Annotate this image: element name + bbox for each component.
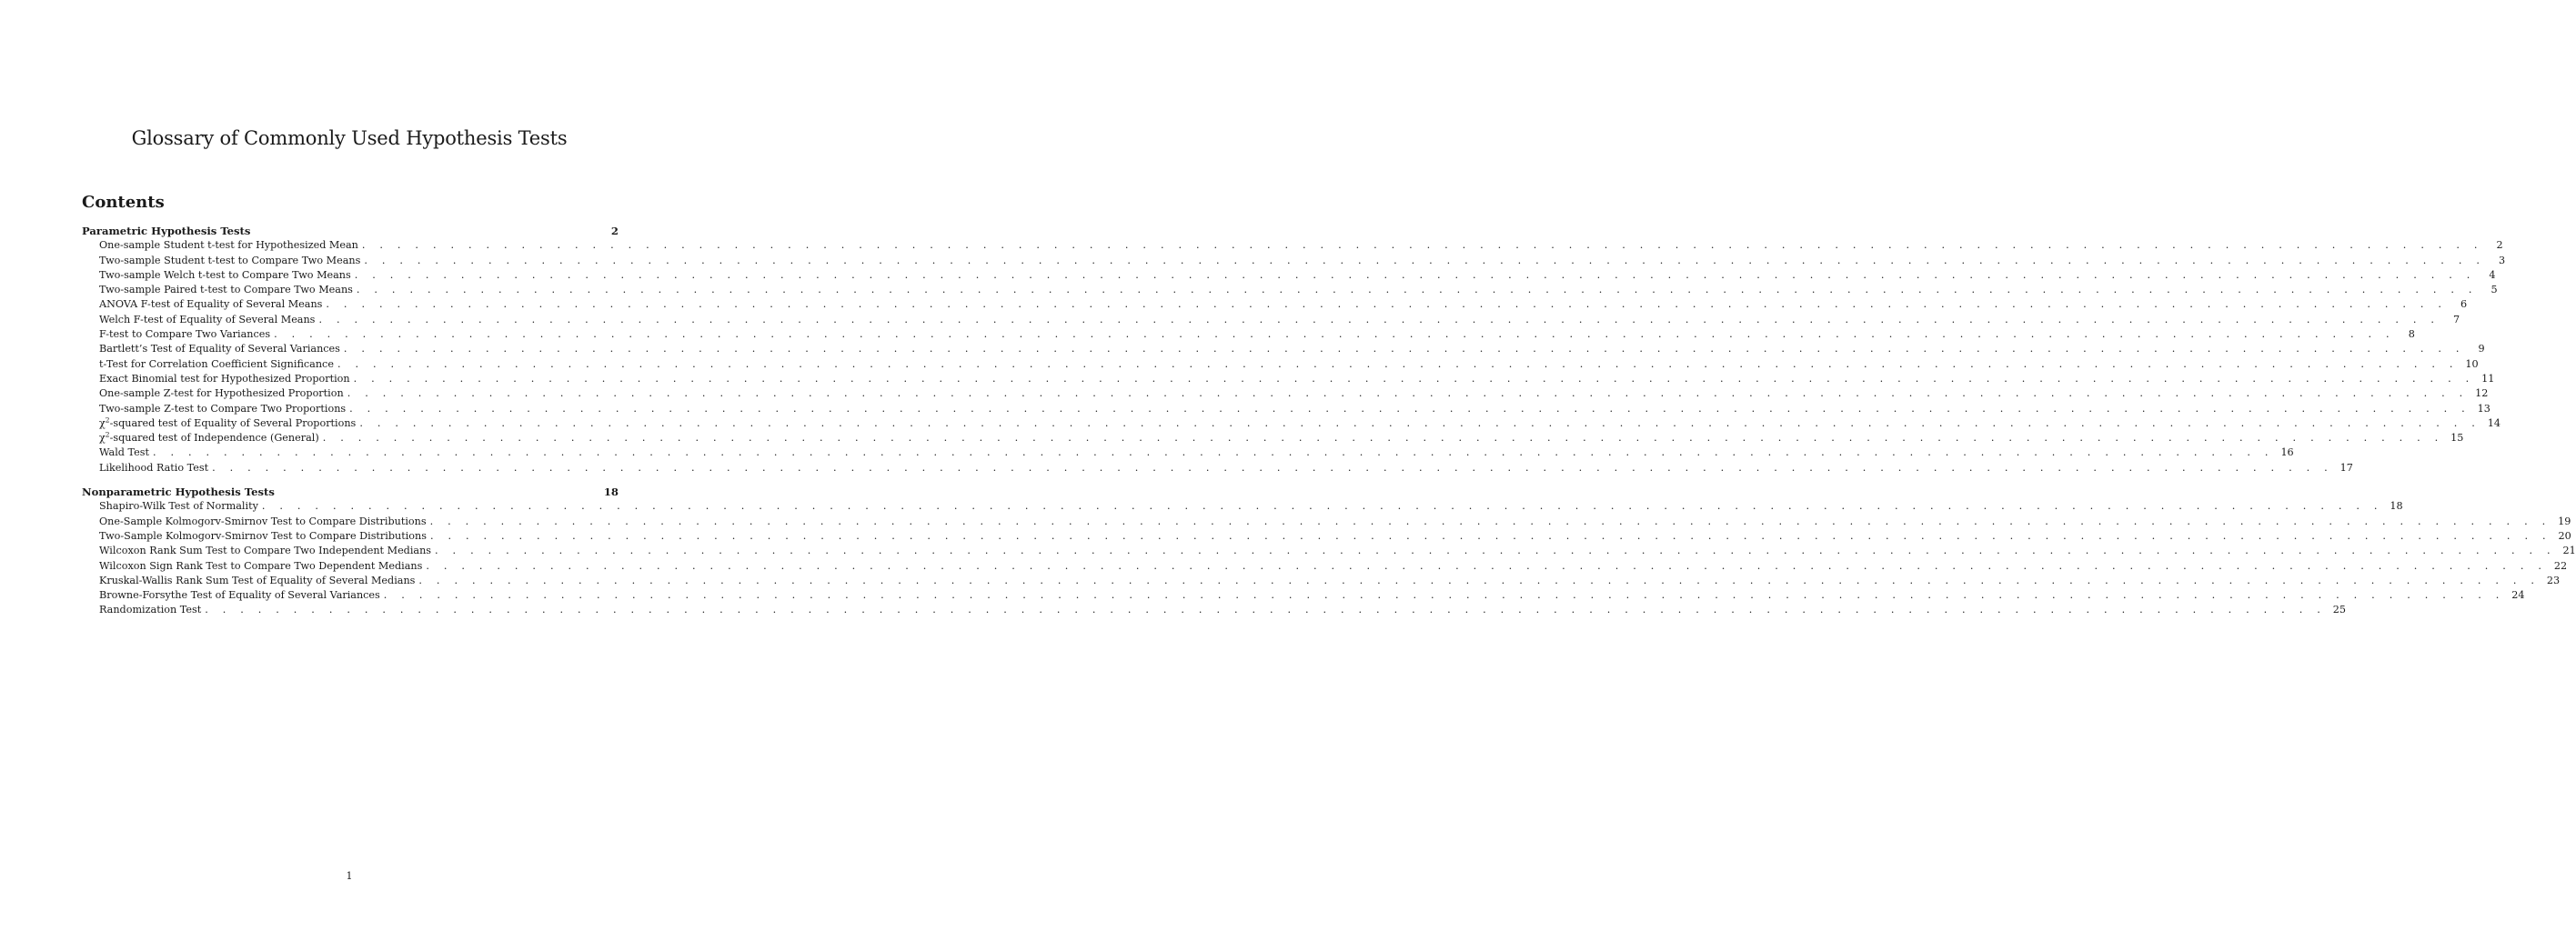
toc-entry-title: F-test to Compare Two Variances bbox=[99, 328, 271, 341]
toc-entry[interactable] bbox=[82, 254, 2506, 268]
toc-entry-title: Wald Test bbox=[99, 446, 149, 459]
toc-entry-text: -squared test of Independence (General) bbox=[109, 432, 319, 445]
document-title: Glossary of Commonly Used Hypothesis Tests bbox=[131, 127, 568, 149]
toc-entry[interactable] bbox=[82, 515, 2571, 529]
toc-section-heading[interactable] bbox=[82, 485, 619, 499]
dot-leader: . . . . . . . . . . . . . . . . . . . . . . . . . . . . . . . . . . . . . . . . . . . . . . . . . . . . . . . . . . . . . . . . . . . . . . . . . . . . . . . . . . . . . . . . . . . . . . . . . . . . . . . . . . . . . . . . . . . . . . . . bbox=[364, 254, 2486, 266]
toc-entry-page: 15 bbox=[2450, 432, 2464, 445]
toc-entry-page: 12 bbox=[2475, 387, 2489, 400]
dot-leader: . . . . . . . . . . . . . . . . . . . . . . . . . . . . . . . . . . . . . . . . . . . . . . . . . . . . . . . . . . . . . . . . . . . . . . . . . . . . . . . . . . . . . . . . . . . . . . . . . . . . . . . . . . . . . . . . . . . . . . . . bbox=[318, 313, 2440, 325]
toc-entry-title: Two-sample Z-test to Compare Two Proportions bbox=[99, 402, 347, 415]
chi-symbol: χ bbox=[99, 416, 106, 429]
toc-entry-title: One-sample Student t-test for Hypothesized Mean bbox=[99, 239, 358, 252]
toc-entry-page: 4 bbox=[2489, 268, 2496, 281]
toc-entry[interactable] bbox=[82, 430, 2464, 445]
dot-leader: . . . . . . . . . . . . . . . . . . . . . . . . . . . . . . . . . . . . . . . . . . . . . . . . . . . . . . . . . . . . . . . . . . . . . . . . . . . . . . . . . . . . . . . . . . . . . . . . . . . . . . . . . . . . . . . . . . . . . . . . bbox=[429, 515, 2551, 527]
toc-entry-title bbox=[99, 431, 323, 445]
toc-entry[interactable] bbox=[82, 529, 2571, 544]
toc-section-title: Nonparametric Hypothesis Tests bbox=[82, 486, 275, 499]
toc-entry[interactable] bbox=[82, 461, 2353, 476]
toc-entry[interactable] bbox=[82, 313, 2460, 327]
toc-entry-title: Two-Sample Kolmogorv-Smirnov Test to Compare Distributions bbox=[99, 529, 427, 542]
toc-entry-page: 11 bbox=[2481, 372, 2495, 385]
dot-leader: . . . . . . . . . . . . . . . . . . . . . . . . . . . . . . . . . . . . . . . . . . . . . . . . . . . . . . . . . . . . . . . . . . . . . . . . . . . . . . . . . . . . . . . . . . . . . . . . . . . . . . . . . . . . . . . . . . . . . . . . bbox=[361, 239, 2483, 252]
toc-entry[interactable] bbox=[82, 559, 2568, 574]
toc-entry-title: Kruskal-Wallis Rank Sum Test of Equality of Several Medians bbox=[99, 574, 416, 586]
dot-leader: . . . . . . . . . . . . . . . . . . . . . . . . . . . . . . . . . . . . . . . . . . . . . . . . . . . . . . . . . . . . . . . . . . . . . . . . . . . . . . . . . . . . . . . . . . . . . . . . . . . . . . . . . . . . . . . . . . . . . . . . bbox=[356, 284, 2478, 296]
toc-entry-page: 10 bbox=[2465, 357, 2479, 370]
toc-entry-page: 14 bbox=[2487, 416, 2501, 429]
toc-entry[interactable] bbox=[82, 445, 2294, 460]
dot-leader: . . . . . . . . . . . . . . . . . . . . . . . . . . . . . . . . . . . . . . . . . . . . . . . . . . . . . . . . . . . . . . . . . . . . . . . . . . . . . . . . . . . . . . . . . . . . . . . . . . . . . . . . . . . . . . . . . . . . . . . . bbox=[383, 589, 2505, 602]
toc-entry-title: Wilcoxon Rank Sum Test to Compare Two Independent Medians bbox=[99, 545, 432, 557]
toc-entry[interactable] bbox=[82, 544, 2576, 558]
toc-entry[interactable] bbox=[82, 297, 2468, 312]
toc-entry-title bbox=[99, 416, 359, 431]
table-of-contents bbox=[82, 224, 2576, 627]
contents-heading: Contents bbox=[82, 193, 165, 212]
dot-leader: . . . . . . . . . . . . . . . . . . . . . . . . . . . . . . . . . . . . . . . . . . . . . . . . . . . . . . . . . . . . . . . . . . . . . . . . . . . . . . . . . . . . . . . . . . . . . . . . . . . . . . . . . . . . . . . . . . . . . . . . bbox=[205, 604, 2326, 616]
toc-entry-page: 20 bbox=[2558, 529, 2571, 542]
toc-entry-page: 7 bbox=[2453, 313, 2460, 325]
toc-entry[interactable] bbox=[82, 588, 2525, 603]
toc-entry-title: Welch F-test of Equality of Several Means bbox=[99, 313, 316, 325]
toc-entry[interactable] bbox=[82, 372, 2495, 386]
toc-entry[interactable] bbox=[82, 402, 2490, 416]
toc-entry[interactable] bbox=[82, 415, 2501, 431]
toc-entry-title: ANOVA F-test of Equality of Several Means bbox=[99, 298, 323, 311]
toc-entry-page: 5 bbox=[2490, 284, 2498, 296]
toc-entry-title: Two-sample Paired t-test to Compare Two Means bbox=[99, 284, 353, 296]
toc-entry[interactable] bbox=[82, 357, 2479, 372]
dot-leader: . . . . . . . . . . . . . . . . . . . . . . . . . . . . . . . . . . . . . . . . . . . . . . . . . . . . . . . . . . . . . . . . . . . . . . . . . . . . . . . . . . . . . . . . . . . . . . . . . . . . . . . . . . . . . . . . . . . . . . . . bbox=[322, 432, 2444, 445]
toc-entry-page: 13 bbox=[2477, 402, 2490, 415]
dot-leader: . . . . . . . . . . . . . . . . . . . . . . . . . . . . . . . . . . . . . . . . . . . . . . . . . . . . . . . . . . . . . . . . . . . . . . . . . . . . . . . . . . . . . . . . . . . . . . . . . . . . . . . . . . . . . . . . . . . . . . . . bbox=[349, 402, 2470, 415]
toc-entry-page: 16 bbox=[2280, 446, 2294, 459]
toc-entry-title: Two-sample Welch t-test to Compare Two Means bbox=[99, 268, 351, 281]
toc-entry-page: 24 bbox=[2511, 589, 2525, 602]
toc-entry-page: 21 bbox=[2562, 545, 2576, 557]
toc-entry-page: 6 bbox=[2460, 298, 2468, 311]
toc-entry-page: 2 bbox=[2496, 239, 2503, 252]
toc-entry-page: 19 bbox=[2558, 515, 2571, 527]
toc-entry-title: Wilcoxon Sign Rank Test to Compare Two Dependent Medians bbox=[99, 559, 423, 572]
dot-leader: . . . . . . . . . . . . . . . . . . . . . . . . . . . . . . . . . . . . . . . . . . . . . . . . . . . . . . . . . . . . . . . . . . . . . . . . . . . . . . . . . . . . . . . . . . . . . . . . . . . . . . . . . . . . . . . . . . . . . . . . bbox=[429, 529, 2551, 542]
toc-entry-title: Bartlett’s Test of Equality of Several Variances bbox=[99, 343, 340, 355]
dot-leader: . . . . . . . . . . . . . . . . . . . . . . . . . . . . . . . . . . . . . . . . . . . . . . . . . . . . . . . . . . . . . . . . . . . . . . . . . . . . . . . . . . . . . . . . . . . . . . . . . . . . . . . . . . . . . . . . . . . . . . . . bbox=[326, 298, 2448, 311]
toc-entry[interactable] bbox=[82, 499, 2403, 514]
chi-symbol: χ bbox=[99, 432, 106, 445]
dot-leader: . . . . . . . . . . . . . . . . . . . . . . . . . . . . . . . . . . . . . . . . . . . . . . . . . . . . . . . . . . . . . . . . . . . . . . . . . . . . . . . . . . . . . . . . . . . . . . . . . . . . . . . . . . . . . . . . . . . . . . . . bbox=[152, 446, 2274, 459]
toc-entry-title: Likelihood Ratio Test bbox=[99, 461, 209, 474]
dot-leader: . . . . . . . . . . . . . . . . . . . . . . . . . . . . . . . . . . . . . . . . . . . . . . . . . . . . . . . . . . . . . . . . . . . . . . . . . . . . . . . . . . . . . . . . . . . . . . . . . . . . . . . . . . . . . . . . . . . . . . . . bbox=[426, 559, 2548, 572]
chi-superscript: 2 bbox=[105, 430, 110, 439]
toc-entry-title: t-Test for Correlation Coefficient Significance bbox=[99, 357, 334, 370]
toc-entry[interactable] bbox=[82, 268, 2496, 283]
dot-leader: . . . . . . . . . . . . . . . . . . . . . . . . . . . . . . . . . . . . . . . . . . . . . . . . . . . . . . . . . . . . . . . . . . . . . . . . . . . . . . . . . . . . . . . . . . . . . . . . . . . . . . . . . . . . . . . . . . . . . . . . bbox=[274, 328, 2395, 341]
toc-entry-title: Browne-Forsythe Test of Equality of Several Variances bbox=[99, 589, 380, 602]
toc-entry[interactable] bbox=[82, 574, 2561, 588]
toc-section-heading[interactable] bbox=[82, 224, 619, 238]
toc-entry-page: 22 bbox=[2553, 559, 2568, 572]
dot-leader: . . . . . . . . . . . . . . . . . . . . . . . . . . . . . . . . . . . . . . . . . . . . . . . . . . . . . . . . . . . . . . . . . . . . . . . . . . . . . . . . . . . . . . . . . . . . . . . . . . . . . . . . . . . . . . . . . . . . . . . . bbox=[354, 268, 2476, 281]
toc-entry-page: 9 bbox=[2478, 343, 2485, 355]
dot-leader: . . . . . . . . . . . . . . . . . . . . . . . . . . . . . . . . . . . . . . . . . . . . . . . . . . . . . . . . . . . . . . . . . . . . . . . . . . . . . . . . . . . . . . . . . . . . . . . . . . . . . . . . . . . . . . . . . . . . . . . . bbox=[418, 574, 2541, 586]
toc-entry-title: Exact Binomial test for Hypothesized Proportion bbox=[99, 372, 350, 385]
toc-section-page: 2 bbox=[610, 225, 619, 237]
page-number: 1 bbox=[346, 870, 353, 882]
toc-entry[interactable] bbox=[82, 238, 2503, 253]
toc-entry[interactable] bbox=[82, 603, 2346, 617]
toc-section-title: Parametric Hypothesis Tests bbox=[82, 225, 251, 237]
toc-entry[interactable] bbox=[82, 283, 2498, 297]
toc-entry-page: 3 bbox=[2498, 254, 2506, 266]
dot-leader: . . . . . . . . . . . . . . . . . . . . . . . . . . . . . . . . . . . . . . . . . . . . . . . . . . . . . . . . . . . . . . . . . . . . . . . . . . . . . . . . . . . . . . . . . . . . . . . . . . . . . . . . . . . . . . . . . . . . . . . . bbox=[435, 545, 2556, 557]
toc-entry-title: Two-sample Student t-test to Compare Two Means bbox=[99, 254, 361, 266]
toc-entry-text: -squared test of Equality of Several Proportions bbox=[109, 416, 357, 429]
toc-entry-title: One-sample Z-test for Hypothesized Proportion bbox=[99, 387, 344, 400]
toc-entry[interactable] bbox=[82, 327, 2415, 342]
dot-leader: . . . . . . . . . . . . . . . . . . . . . . . . . . . . . . . . . . . . . . . . . . . . . . . . . . . . . . . . . . . . . . . . . . . . . . . . . . . . . . . . . . . . . . . . . . . . . . . . . . . . . . . . . . . . . . . . . . . . . . . . bbox=[343, 343, 2465, 355]
toc-section-page: 18 bbox=[603, 486, 619, 499]
dot-leader: . . . . . . . . . . . . . . . . . . . . . . . . . . . . . . . . . . . . . . . . . . . . . . . . . . . . . . . . . . . . . . . . . . . . . . . . . . . . . . . . . . . . . . . . . . . . . . . . . . . . . . . . . . . . . . . . . . . . . . . . bbox=[359, 416, 2481, 429]
toc-entry-page: 17 bbox=[2340, 461, 2353, 474]
toc-section bbox=[82, 485, 2576, 618]
chi-superscript: 2 bbox=[105, 415, 110, 425]
toc-entry-title: One-Sample Kolmogorv-Smirnov Test to Compare Distributions bbox=[99, 515, 427, 527]
dot-leader: . . . . . . . . . . . . . . . . . . . . . . . . . . . . . . . . . . . . . . . . . . . . . . . . . . . . . . . . . . . . . . . . . . . . . . . . . . . . . . . . . . . . . . . . . . . . . . . . . . . . . . . . . . . . . . . . . . . . . . . . bbox=[337, 357, 2459, 370]
toc-entry-title: Shapiro-Wilk Test of Normality bbox=[99, 500, 258, 513]
toc-entry-title: Randomization Test bbox=[99, 604, 202, 616]
toc-entry-page: 25 bbox=[2332, 604, 2346, 616]
toc-entry[interactable] bbox=[82, 386, 2489, 401]
toc-entry-page: 23 bbox=[2546, 574, 2561, 586]
dot-leader: . . . . . . . . . . . . . . . . . . . . . . . . . . . . . . . . . . . . . . . . . . . . . . . . . . . . . . . . . . . . . . . . . . . . . . . . . . . . . . . . . . . . . . . . . . . . . . . . . . . . . . . . . . . . . . . . . . . . . . . . bbox=[347, 387, 2469, 400]
dot-leader: . . . . . . . . . . . . . . . . . . . . . . . . . . . . . . . . . . . . . . . . . . . . . . . . . . . . . . . . . . . . . . . . . . . . . . . . . . . . . . . . . . . . . . . . . . . . . . . . . . . . . . . . . . . . . . . . . . . . . . . . bbox=[212, 461, 2333, 474]
dot-leader: . . . . . . . . . . . . . . . . . . . . . . . . . . . . . . . . . . . . . . . . . . . . . . . . . . . . . . . . . . . . . . . . . . . . . . . . . . . . . . . . . . . . . . . . . . . . . . . . . . . . . . . . . . . . . . . . . . . . . . . . bbox=[353, 372, 2475, 385]
toc-entry[interactable] bbox=[82, 342, 2485, 356]
toc-section bbox=[82, 224, 2506, 476]
dot-leader: . . . . . . . . . . . . . . . . . . . . . . . . . . . . . . . . . . . . . . . . . . . . . . . . . . . . . . . . . . . . . . . . . . . . . . . . . . . . . . . . . . . . . . . . . . . . . . . . . . . . . . . . . . . . . . . . . . . . . . . . bbox=[261, 500, 2383, 513]
toc-entry-page: 18 bbox=[2390, 500, 2403, 513]
toc-entry-page: 8 bbox=[2408, 328, 2415, 341]
